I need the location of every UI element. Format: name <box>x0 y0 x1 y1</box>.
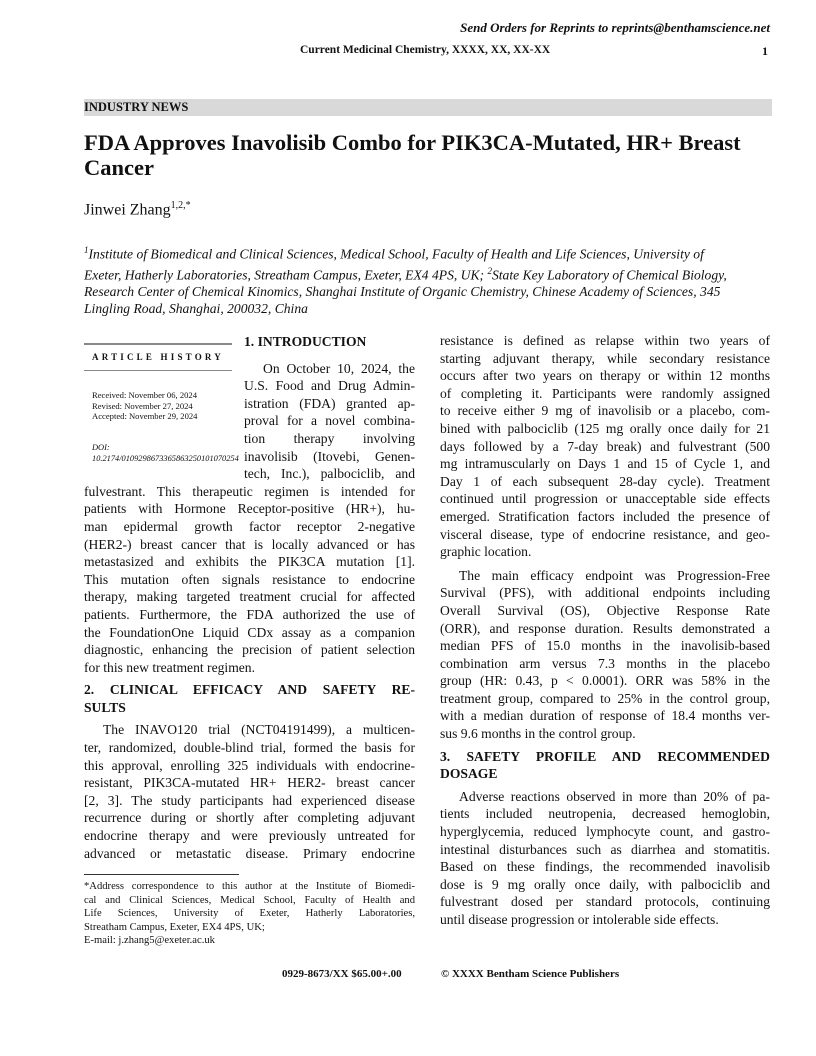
text-line: DOSAGE <box>440 766 498 782</box>
article-title: FDA Approves Inavolisib Combo for PIK3CA-Mutated, HR+ Breast Cancer <box>84 130 741 180</box>
text-line: U.S. Food and Drug Admin- <box>244 378 415 394</box>
text-line: the FoundationOne Liquid CDx assay as a companion <box>84 624 415 640</box>
text-line: fulvestrant dosed per standard protocols, continuing <box>440 894 770 910</box>
text-line: Based on these findings, the recommended inavolisib <box>440 859 770 875</box>
text-line: combination arm versus 7.3 months in the placebo <box>440 655 770 671</box>
text-line: occurs after two years on therapy or within 12 months <box>440 368 770 384</box>
text-line: Overall Survival (OS), Objective Response Rate <box>440 602 770 618</box>
text-line: SULTS <box>84 699 126 715</box>
text-line: (ORR), and response duration. Results demonstrated a <box>440 620 770 636</box>
clinical-paragraph-1 <box>84 721 415 862</box>
clinical-paragraph-1-cont <box>440 332 770 561</box>
text-line: graphic location. <box>440 544 532 560</box>
journal-citation: Current Medicinal Chemistry, XXXX, XX, XX-XX <box>300 44 551 56</box>
text-line: [2, 3]. The study participants had experienced disease <box>84 792 415 808</box>
text-line: ter, randomized, double-blind trial, formed the basis for <box>84 740 415 756</box>
reprints-notice: Send Orders for Reprints to reprints@benthamscience.net <box>460 20 770 35</box>
author-name: Jinwei Zhang <box>84 201 171 219</box>
text-line: of completing it. Participants were randomly assigned <box>440 385 770 401</box>
text-line: proval for a novel combina- <box>244 413 415 429</box>
right-column <box>440 332 770 929</box>
text-line: bined with palbociclib (125 mg orally once daily for 21 <box>440 420 770 436</box>
safety-paragraph <box>440 788 770 929</box>
text-line: sus 9.6 months in the control group. <box>440 726 636 742</box>
text-line: recurrence during or shortly after completing adjuvant <box>84 810 415 826</box>
text-line: diagnostic, enhancing the precision of patient selection <box>84 642 415 658</box>
text-line: therapy, making targeted treatment crucial for affected <box>84 589 415 605</box>
text-line: dose is 9 mg orally once daily, with palbociclib and <box>440 876 770 892</box>
safety-heading <box>440 748 770 783</box>
text-line: treatment group, compared to 25% in the control group, <box>440 690 770 706</box>
page-number: 1 <box>762 44 768 58</box>
text-line: for this new treatment regimen. <box>84 659 255 675</box>
footnote-line: Streatham Campus, Exeter, EX4 4PS, UK; <box>84 921 265 933</box>
text-line: This mutation often signals resistance to endocrine <box>84 571 415 587</box>
text-line: Survival (PFS), with additional endpoints including <box>440 585 770 601</box>
footnote-line: Life Sciences, University of Exeter, Hatherly Laboratories, <box>84 908 415 920</box>
text-line: 3. SAFETY PROFILE AND RECOMMENDED <box>440 748 770 764</box>
article-history-label: ARTICLE HISTORY <box>92 351 224 362</box>
footnote-divider <box>84 874 239 875</box>
text-line: patients with Hormone Receptor-positive (HR+), hu- <box>84 501 415 517</box>
doi-label: DOI: <box>92 442 110 452</box>
affil-mark-1: 1 <box>84 245 89 255</box>
text-line: Adverse reactions observed in more than 20% of pa- <box>459 788 770 804</box>
text-line: intestinal disturbances such as diarrhea and stomatitis. <box>440 841 770 857</box>
text-line: Day 1 of each subsequent 28-day cycle). Treatment <box>440 473 770 489</box>
accepted-date: Accepted: November 29, 2024 <box>92 411 198 421</box>
text-line: endocrine therapy and were previously untreated for <box>84 828 415 844</box>
text-line: The INAVO120 trial (NCT04191499), a multicen- <box>103 722 415 738</box>
section-band: INDUSTRY NEWS <box>84 99 772 116</box>
text-line: starting adjuvant therapy, while secondary resistance <box>440 350 770 366</box>
text-line: mg intramuscularly on Days 1 and 15 of Cycle 1, and <box>440 456 770 472</box>
clinical-paragraph-2 <box>440 567 770 743</box>
affiliations <box>84 242 734 317</box>
author <box>84 200 191 219</box>
footnote-line: E-mail: j.zhang5@exeter.ac.uk <box>84 935 215 947</box>
affil-mark-2: 2 <box>487 265 492 276</box>
affiliation-1: Institute of Biomedical and Clinical Sciences, Medical School, Faculty of Health and Life Sciences, University of Exeter, Hatherly Laboratories, Streatham Campus, Exeter, EX4 4PS, UK; <box>84 246 704 283</box>
revised-date: Revised: November 27, 2024 <box>92 400 193 411</box>
text-line: resistant, PIK3CA-mutated HR+ HER2- breast cancer <box>84 775 415 791</box>
text-line: tion therapy involving <box>244 430 415 446</box>
text-line: emerged. Stratification factors included the presence of <box>440 508 770 524</box>
footnote-line: *Address correspondence to this author at the Institute of Biomedi- <box>84 881 415 892</box>
text-line: days followed by a 7-day break) and fulvestrant (500 <box>440 438 770 454</box>
footnote-line: cal and Clinical Sciences, Medical School, Faculty of Health and <box>84 894 415 906</box>
issn-price: 0929-8673/XX $65.00+.00 <box>282 968 402 980</box>
author-affiliation-marks: 1,2,* <box>170 200 191 211</box>
text-line: median PFS of 15.0 months in the inavolisib-based <box>440 638 770 654</box>
text-line: (HER2-) breast cancer that is locally advanced or has <box>84 536 415 552</box>
intro-paragraph-narrow <box>244 360 415 483</box>
received-date: Received: November 06, 2024 <box>92 390 198 400</box>
text-line: resistance is defined as relapse within two years of <box>440 333 770 348</box>
text-line: fulvestrant. This therapeutic regimen is intended for <box>84 483 415 499</box>
text-line: patients. Furthermore, the FDA authorized the use of <box>84 606 415 622</box>
text-line: istration (FDA) granted ap- <box>244 395 415 411</box>
text-line: tients included neutropenia, decreased hemoglobin, <box>440 806 770 822</box>
text-line: man epidermal growth factor receptor 2-negative <box>84 518 415 534</box>
text-line: 2. CLINICAL EFFICACY AND SAFETY RE- <box>84 682 415 698</box>
text-line: group (HR: 0.43, p < 0.0001). ORR was 58% in the <box>440 673 770 689</box>
left-column <box>84 333 415 862</box>
text-line: this approval, enrolling 325 individuals with endocrine- <box>84 757 415 773</box>
text-line: advanced or metastatic disease. Primary endocrine <box>84 845 415 861</box>
text-line: until disease progression or intolerable side effects. <box>440 912 719 927</box>
text-line: tech, Inc.), palbociclib, and <box>244 466 415 482</box>
clinical-heading <box>84 681 415 716</box>
publisher-copyright: © XXXX Bentham Science Publishers <box>441 968 620 980</box>
correspondence-footnote <box>84 880 415 948</box>
text-line: hyperglycemia, reduced lymphocyte count, and gastro- <box>440 824 770 840</box>
intro-paragraph-wide <box>84 483 415 677</box>
intro-heading: 1. INTRODUCTION <box>244 334 367 349</box>
text-line: metastasized and exhibits the PIK3CA mutation [1]. <box>84 554 415 570</box>
affiliation-2: State Key Laboratory of Chemical Biology, Research Center of Chemical Kinomics, Shanghai Institute of Organic Chemistry, Chinese Academy of Sciences, 345 Lingling Road, Shanghai, 200032, China <box>84 267 727 317</box>
text-line: to receive either 9 mg of inavolisib or a placebo, com- <box>440 403 770 419</box>
text-line: inavolisib (Itovebi, Genen- <box>244 448 415 464</box>
doi-link[interactable]: 10.2174/0109298673365863250101070254 <box>92 453 239 463</box>
text-line: The main efficacy endpoint was Progression-Free <box>459 567 770 583</box>
text-line: On October 10, 2024, the <box>263 360 415 376</box>
text-line: with a median duration of response of 18.4 months ver- <box>440 708 770 724</box>
text-line: visceral disease, type of endocrine resistance, and geo- <box>440 526 770 542</box>
text-line: continued until progression or unacceptable side effects <box>440 491 770 507</box>
